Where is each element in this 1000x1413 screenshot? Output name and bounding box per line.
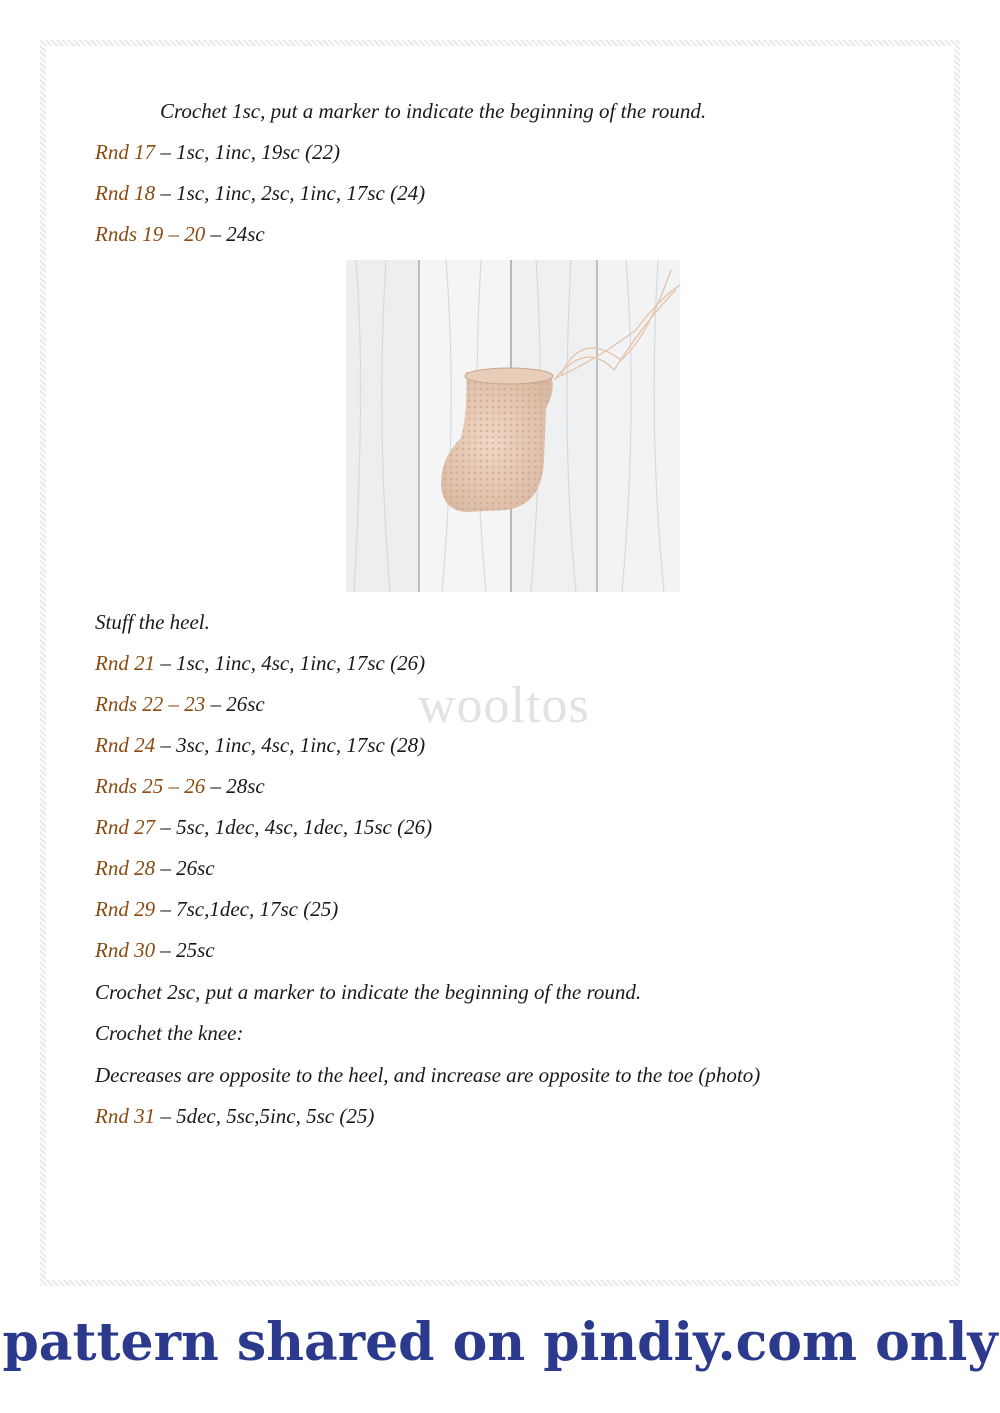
round-label: Rnd 28 bbox=[95, 856, 156, 880]
instruction-text: Crochet 1sc, put a marker to indicate the beginning of the round. bbox=[160, 99, 707, 123]
instruction-text: Decreases are opposite to the heel, and increase are opposite to the toe (photo) bbox=[95, 1063, 761, 1087]
instruction-text: – 5dec, 5sc,5inc, 5sc (25) bbox=[155, 1104, 375, 1128]
instruction-line bbox=[95, 1062, 760, 1088]
instruction-text: – 1sc, 1inc, 4sc, 1inc, 17sc (26) bbox=[155, 651, 426, 675]
instruction-text: Crochet 2sc, put a marker to indicate the beginning of the round. bbox=[95, 980, 642, 1004]
instruction-line bbox=[95, 937, 215, 963]
instruction-line bbox=[95, 979, 641, 1005]
watermark: wooltos bbox=[418, 677, 590, 734]
instruction-line bbox=[95, 691, 265, 717]
instruction-line bbox=[95, 609, 210, 635]
crocheted-bootie-image bbox=[346, 260, 680, 592]
instruction-line bbox=[95, 180, 425, 206]
instruction-text: – 28sc bbox=[205, 774, 265, 798]
instruction-line bbox=[95, 773, 265, 799]
instruction-text: – 1sc, 1inc, 19sc (22) bbox=[155, 140, 340, 164]
instruction-text: – 26sc bbox=[155, 856, 215, 880]
instruction-line bbox=[95, 1103, 374, 1129]
round-label: Rnds 22 – 23 bbox=[95, 692, 206, 716]
instruction-line bbox=[95, 139, 340, 165]
round-label: Rnd 24 bbox=[95, 733, 156, 757]
instruction-text: – 5sc, 1dec, 4sc, 1dec, 15sc (26) bbox=[155, 815, 433, 839]
instruction-text: – 25sc bbox=[155, 938, 215, 962]
instruction-text: Stuff the heel. bbox=[95, 610, 210, 634]
instruction-line bbox=[95, 1020, 244, 1046]
round-label: Rnd 27 bbox=[95, 815, 156, 839]
footer-banner: pattern shared on pindiy.com only bbox=[2, 1312, 998, 1373]
instruction-text: – 1sc, 1inc, 2sc, 1inc, 17sc (24) bbox=[155, 181, 426, 205]
round-label: Rnds 19 – 20 bbox=[95, 222, 206, 246]
round-label: Rnds 25 – 26 bbox=[95, 774, 206, 798]
instruction-text: – 7sc,1dec, 17sc (25) bbox=[155, 897, 339, 921]
instruction-line bbox=[160, 98, 706, 124]
instruction-text: – 26sc bbox=[205, 692, 265, 716]
round-label: Rnd 31 bbox=[95, 1104, 156, 1128]
round-label: Rnd 17 bbox=[95, 140, 156, 164]
round-label: Rnd 29 bbox=[95, 897, 156, 921]
instruction-line bbox=[95, 855, 215, 881]
round-label: Rnd 21 bbox=[95, 651, 156, 675]
instruction-text: Crochet the knee: bbox=[95, 1021, 244, 1045]
bootie-photo bbox=[346, 260, 680, 592]
instruction-line bbox=[95, 650, 425, 676]
instruction-text: – 3sc, 1inc, 4sc, 1inc, 17sc (28) bbox=[155, 733, 426, 757]
instruction-line bbox=[95, 896, 338, 922]
round-label: Rnd 30 bbox=[95, 938, 156, 962]
instruction-text: – 24sc bbox=[205, 222, 265, 246]
instruction-line bbox=[95, 221, 265, 247]
instruction-line bbox=[95, 732, 425, 758]
instruction-line bbox=[95, 814, 432, 840]
round-label: Rnd 18 bbox=[95, 181, 156, 205]
